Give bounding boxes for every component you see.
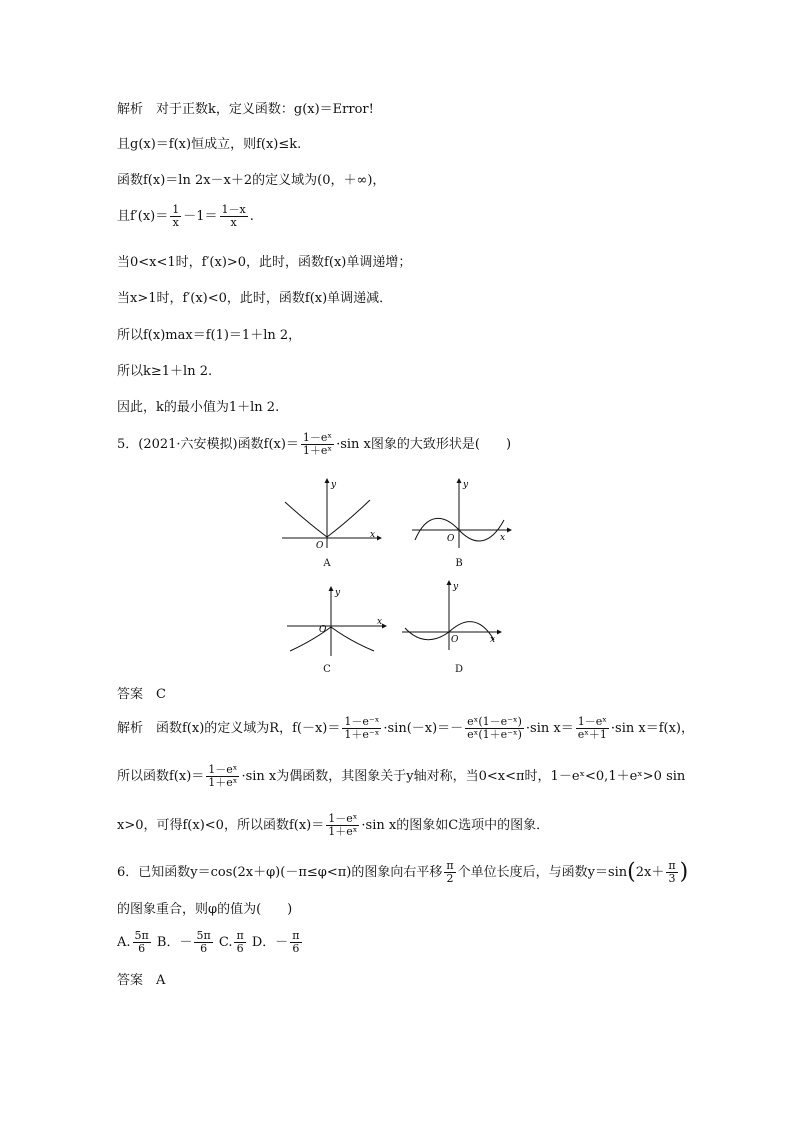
solution-line-5: 当0<x<1时，f′(x)>0，此时，函数f(x)单调递增；: [117, 255, 412, 270]
figure-a-label: A: [323, 558, 331, 569]
q6-left-paren: (: [627, 859, 636, 885]
question-6-line-2: 的图象重合，则φ的值为( ): [117, 902, 293, 917]
derivative-mid: －1＝: [183, 209, 218, 224]
option-c: C. $\frac{\pi}{6}$: [218, 929, 244, 955]
figure-d: [402, 580, 502, 675]
s1-fraction-3: $\frac{\text{1－eˣ}}{\text{eˣ＋1}}$: [577, 715, 607, 741]
derivative-end: .: [249, 209, 254, 224]
graph-a: [282, 478, 382, 551]
svg-text:x: x: [377, 617, 383, 627]
svg-text:x: x: [500, 533, 506, 543]
q6-fraction-pi-over-3: $\frac{\pi}{3}$: [668, 859, 676, 885]
question-6-line-1: 6．已知函数y＝cos(2x＋φ)(－π≤φ<π)的图象向右平移 $\frac{\pi}{2}$ 个单位长度后，与函数y＝sin(2x＋ $\frac{\pi}{3}$ ): [117, 859, 689, 885]
curve-c: [290, 627, 374, 651]
option-d: D．－ $\frac{\pi}{6}$: [251, 929, 300, 955]
option-b: B．－ $\frac{5\pi}{6}$: [156, 929, 211, 955]
s1-fraction-1: $\frac{\text{1－e⁻ˣ}}{\text{1＋e⁻ˣ}}$: [344, 715, 380, 741]
s2-fraction: $\frac{\text{1－eˣ}}{\text{1＋eˣ}}$: [208, 763, 238, 789]
solution-5-line-2: 所以函数f(x)＝ $\frac{\text{1－eˣ}}{\text{1＋eˣ}}$ ·sin x为偶函数，其图象关于y轴对称，当0<x<π时，1－eˣ<0,1＋eˣ>0 sin: [117, 763, 686, 789]
solution-5-line-3: x>0，可得f(x)<0，所以函数f(x)＝ $\frac{\text{1－eˣ}}{\text{1＋eˣ}}$ ·sin x的图象如C选项中的图象．: [117, 812, 550, 838]
derivative-prefix: 且f′(x)＝: [117, 209, 169, 224]
option-a: A. $\frac{5\pi}{6}$: [117, 929, 149, 955]
figure-c: [287, 586, 387, 675]
answer-5: 答案 C: [117, 687, 166, 702]
q5-fraction: $\frac{\text{1－eˣ}}{\text{1＋eˣ}}$: [302, 431, 333, 457]
svg-text:y: y: [331, 480, 337, 490]
answer-6: 答案 A: [117, 973, 166, 988]
figure-b: [412, 478, 512, 569]
solution-line-6: 当x>1时，f′(x)<0，此时，函数f(x)单调递减．: [117, 291, 393, 306]
q6-fraction-pi-over-2: $\frac{\pi}{2}$: [446, 859, 454, 885]
solution-line-9: 因此，k的最小值为1＋ln 2.: [117, 400, 280, 415]
figure-a: [282, 478, 382, 569]
solution-line-8: 所以k≥1＋ln 2.: [117, 364, 213, 379]
svg-text:x: x: [370, 530, 376, 540]
svg-text:O: O: [316, 541, 324, 551]
question-6-options: [117, 930, 304, 955]
figure-d-label: D: [454, 664, 464, 675]
solution-line-4: [117, 204, 254, 229]
svg-text:y: y: [463, 480, 469, 490]
figure-c-label: C: [323, 664, 331, 675]
svg-text:O: O: [447, 534, 455, 544]
solution-line-2: 且g(x)＝f(x)恒成立，则f(x)≤k.: [117, 137, 302, 152]
graph-c: [287, 586, 387, 656]
graph-b: [412, 478, 512, 548]
svg-text:y: y: [335, 588, 341, 598]
svg-text:y: y: [453, 582, 459, 592]
question-5: 5．(2021·六安模拟)函数f(x)＝ $\frac{\text{1－eˣ}}{\text{1＋eˣ}}$ ·sin x图象的大致形状是( ): [117, 431, 512, 457]
solution-line-7: 所以f(x)max＝f(1)＝1＋ln 2，: [117, 328, 302, 343]
svg-text:O: O: [319, 625, 327, 635]
fraction-1-minus-x-over-x: $\frac{1-x}{x}$: [221, 203, 246, 229]
svg-text:O: O: [451, 635, 459, 645]
solution-5-line-1: 解析 函数f(x)的定义域为R，f(－x)＝ $\frac{\text{1－e⁻ˣ}}{\text{1＋e⁻ˣ}}$ ·sin(－x)＝－ $\frac{\text{eˣ(1－e⁻ˣ)}}{\text{eˣ(1＋e⁻ˣ)}}$ ·sin x＝ $\frac{\text{1－eˣ}}{\text{eˣ＋1}}$ ·sin x＝f(x)，: [117, 715, 694, 741]
solution-line-1: 解析 对于正数k，定义函数：g(x)＝Error!: [117, 102, 374, 117]
graph-d: [402, 580, 502, 650]
s1-fraction-2: $\frac{\text{eˣ(1－e⁻ˣ)}}{\text{eˣ(1＋e⁻ˣ)}}$: [467, 715, 522, 741]
fraction-1-over-x: $\frac{1}{x}$: [172, 203, 180, 229]
solution-line-3: 函数f(x)＝ln 2x－x＋2的定义域为(0，＋∞)，: [117, 173, 386, 188]
q6-right-paren: ): [679, 859, 689, 885]
figure-b-label: B: [455, 558, 463, 569]
svg-text:x: x: [490, 635, 496, 645]
s3-fraction: $\frac{\text{1－eˣ}}{\text{1＋eˣ}}$: [328, 812, 358, 838]
